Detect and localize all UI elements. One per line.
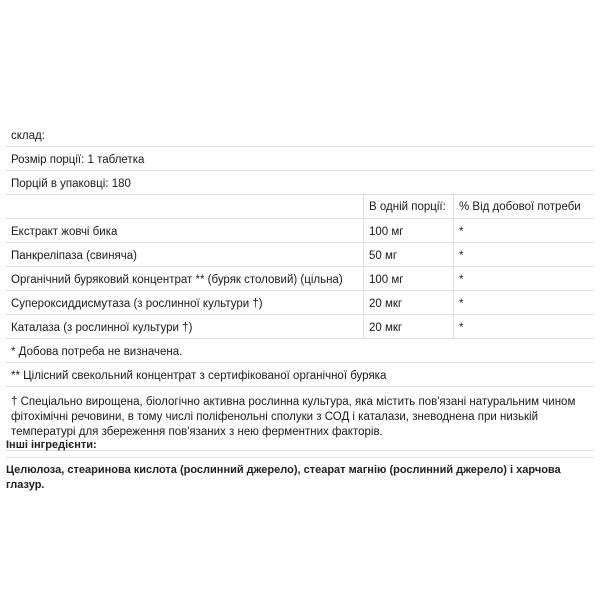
ingredient-amount: 50 мг	[369, 250, 398, 262]
column-divider	[453, 243, 454, 266]
table-row	[5, 291, 594, 315]
supplement-facts-table	[5, 123, 594, 451]
column-divider	[363, 315, 364, 338]
column-divider	[453, 219, 454, 242]
servings-per-container-row	[5, 171, 594, 195]
footnote-text: * Добова потреба не визначена.	[11, 346, 183, 358]
ingredient-name: Органічний буряковий концентрат ** (буряк столовий) (цільна)	[11, 274, 343, 286]
column-divider	[453, 195, 454, 218]
column-divider	[453, 267, 454, 290]
other-ingredients-title: Інші інгредієнти:	[5, 434, 594, 458]
ingredient-name: Екстракт жовчі бика	[11, 226, 118, 238]
footnote-text: ** Цілісний свекольний концентрат з сертифікованої органічної буряка	[11, 370, 387, 382]
other-ingredients-section	[5, 434, 594, 493]
ingredient-daily-value: *	[459, 274, 464, 286]
ingredient-daily-value: *	[459, 226, 464, 238]
servings-per-container: Порцій в упаковці: 180	[11, 178, 131, 190]
table-row	[5, 219, 594, 243]
other-ingredients-text: Целюлоза, стеаринова кислота (рослинний джерело), стеарат магнію (рослинний джерело) і харчова глазур.	[6, 464, 561, 491]
table-header-row	[5, 195, 594, 219]
footnote-daily-value	[5, 339, 594, 363]
column-divider	[363, 291, 364, 314]
ingredient-daily-value: *	[459, 250, 464, 262]
column-divider	[363, 267, 364, 290]
column-divider	[363, 195, 364, 218]
column-divider	[363, 219, 364, 242]
ingredient-amount: 20 мкг	[369, 322, 403, 334]
ingredient-daily-value: *	[459, 298, 464, 310]
serving-size: Розмір порції: 1 таблетка	[11, 154, 145, 166]
column-divider	[453, 291, 454, 314]
column-divider	[363, 243, 364, 266]
ingredient-amount: 100 мг	[369, 274, 404, 286]
table-row	[5, 315, 594, 339]
facts-title-row	[5, 123, 594, 147]
table-row	[5, 243, 594, 267]
serving-size-row	[5, 147, 594, 171]
column-divider	[453, 315, 454, 338]
ingredient-name: Каталаза (з рослинної культури †)	[11, 322, 193, 334]
amount-per-serving-header: В одній порції:	[369, 201, 446, 213]
ingredient-daily-value: *	[459, 322, 464, 334]
footnote-text: † Спеціально вирощена, біологічно активна рослинна культура, яка містить пов'язані натуральним чином фітохімічні речовини, в тому числі поліфенольні сполуки з СОД і каталази, зневоднена при низькій температурі для збереження пов'язаних з нею ферментних факторів.	[11, 396, 576, 438]
facts-title: склад:	[11, 130, 45, 142]
daily-value-header: % Від добової потреби	[459, 201, 581, 213]
ingredient-amount: 100 мг	[369, 226, 404, 238]
table-row	[5, 267, 594, 291]
ingredient-amount: 20 мкг	[369, 298, 403, 310]
footnote-beet-concentrate	[5, 363, 594, 387]
ingredient-name: Панкреліпаза (свиняча)	[11, 250, 137, 262]
ingredient-name: Супероксиддисмутаза (з рослинної культури †)	[11, 298, 263, 310]
